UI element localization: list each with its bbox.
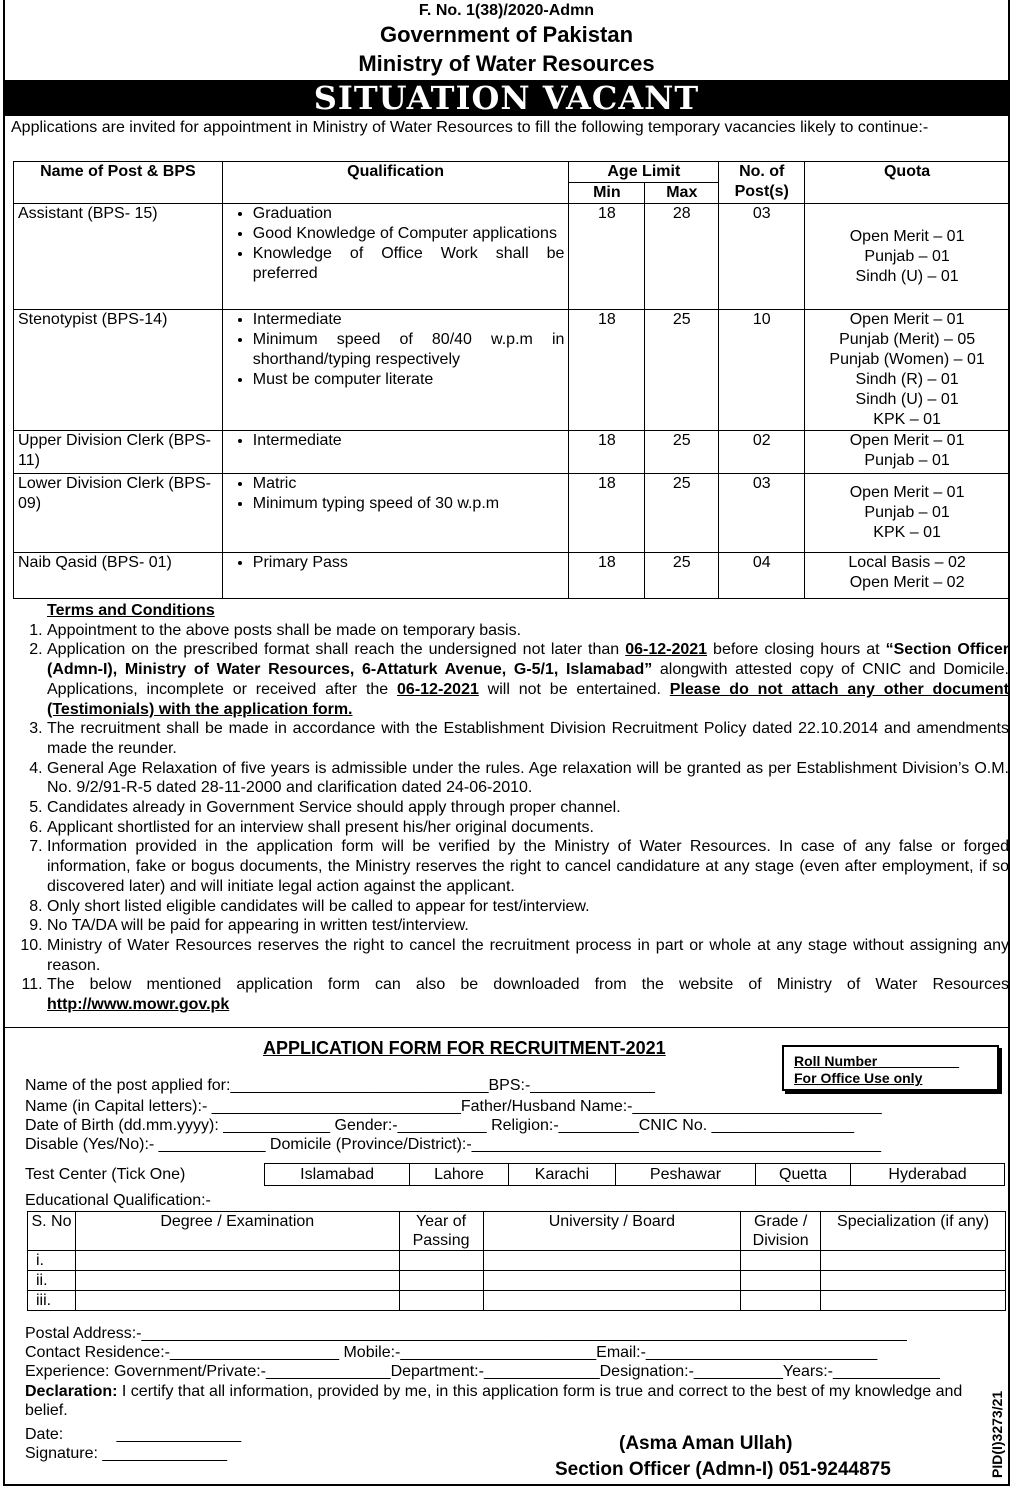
- age-min: 18: [569, 474, 645, 553]
- term-item: 1. Appointment to the above posts shall be made on temporary basis.: [47, 621, 1009, 641]
- office-use-label: For Office Use only: [794, 1070, 923, 1086]
- term-item: 4. General Age Relaxation of five years is admissible under the rules. Age relaxation will be granted as per Establishment Division’s O.M. No. 9/2/91-R-5 dated 28-11-2000 and clarification dated 24-06-2010.: [47, 759, 1009, 798]
- quota-item: Punjab (Merit) – 05: [839, 331, 976, 348]
- qualification-item: • Good Knowledge of Computer applications: [253, 224, 565, 244]
- post-name: Stenotypist (BPS-14): [14, 310, 223, 431]
- quota-cell: [805, 431, 1010, 474]
- table-row: [14, 204, 1010, 310]
- specialization-input[interactable]: [821, 1291, 1006, 1311]
- terms-list: [11, 621, 1009, 1015]
- header-max: Max: [645, 183, 719, 204]
- term-text: before closing hours at: [707, 641, 886, 659]
- test-center-label: Test Center (Tick One): [25, 1166, 186, 1183]
- specialization-input[interactable]: [821, 1271, 1006, 1291]
- term-item: 5. Candidates already in Government Service should apply through proper channel.: [47, 798, 1009, 818]
- table-row: [28, 1251, 1006, 1271]
- age-min: 18: [569, 204, 645, 310]
- term-text: alongwith attested copy of CNIC and Domicile. Applications, incomplete or received after the: [47, 661, 1010, 698]
- terms-section: [11, 601, 1009, 1015]
- header-year: Year of Passing: [399, 1212, 483, 1251]
- pid-number: PID(I)3273/21: [989, 1390, 1005, 1478]
- year-input[interactable]: [399, 1291, 483, 1311]
- university-input[interactable]: [483, 1291, 741, 1311]
- row-number: i.: [28, 1251, 76, 1271]
- term-item: 7. Information provided in the application form will be verified by the Ministry of Water Resources. In case of any false or forged information, fake or bogus documents, the Ministry reserves the right to cancel candidature at any stage (even after employment, if so discovered later) and will initiate legal action against the applicant.: [47, 837, 1009, 896]
- table-row: [14, 553, 1010, 599]
- quota-cell: [805, 310, 1010, 431]
- age-min: 18: [569, 310, 645, 431]
- qualification-cell: [222, 474, 569, 553]
- closing-date: 06-12-2021: [625, 641, 708, 659]
- quota-item: Punjab – 01: [864, 504, 950, 521]
- website-link[interactable]: http://www.mowr.gov.pk: [47, 996, 230, 1014]
- post-name: Assistant (BPS- 15): [14, 204, 223, 310]
- quota-item: Punjab – 01: [864, 452, 950, 469]
- degree-input[interactable]: [75, 1251, 399, 1271]
- grade-input[interactable]: [741, 1271, 821, 1291]
- post-name: Upper Division Clerk (BPS- 11): [14, 431, 223, 474]
- attachment-warning: Please do not attach any other document (Testimonials) with the application form.: [47, 680, 1009, 718]
- age-max: 28: [645, 204, 719, 310]
- term-item: [47, 640, 1009, 719]
- date-field[interactable]: Date: ______________: [25, 1426, 242, 1443]
- qualification-item: • Graduation: [253, 204, 565, 224]
- declaration: [25, 1382, 985, 1420]
- year-input[interactable]: [399, 1251, 483, 1271]
- qualification-cell: [222, 204, 569, 310]
- table-row: [28, 1291, 1006, 1311]
- situation-vacant-banner: SITUATION VACANT: [5, 80, 1008, 116]
- header-specialization: Specialization (if any): [821, 1212, 1006, 1251]
- post-count: 03: [719, 474, 805, 553]
- age-max: 25: [645, 553, 719, 599]
- table-row: [14, 310, 1010, 431]
- qualification-item: • Matric: [253, 474, 565, 494]
- test-center-option[interactable]: Karachi: [508, 1164, 615, 1186]
- post-count: 04: [719, 553, 805, 599]
- vacancy-header-row: [14, 162, 1010, 183]
- test-center-table: [264, 1163, 1005, 1186]
- age-min: 18: [569, 553, 645, 599]
- term-text: The below mentioned application form can also be downloaded from the website of Ministry of Water Resources: [47, 976, 1009, 994]
- test-center-option[interactable]: Peshawar: [616, 1164, 756, 1186]
- qualification-item: • Intermediate: [253, 310, 565, 330]
- contact-field[interactable]: Contact Residence:-___________________ Mobile:-______________________Email:-__________________________: [25, 1344, 878, 1361]
- test-center-option[interactable]: Hyderabad: [851, 1164, 1005, 1186]
- government-title: Government of Pakistan: [379, 22, 634, 47]
- qualification-item: • Minimum speed of 80/40 w.p.m in shorthand/typing respectively: [253, 330, 565, 370]
- post-name: Naib Qasid (BPS- 01): [14, 553, 223, 599]
- qualification-item: • Minimum typing speed of 30 w.p.m: [253, 494, 565, 514]
- name-field[interactable]: Name (in Capital letters):- ____________________________Father/Husband Name:-____________________________: [25, 1098, 882, 1115]
- year-input[interactable]: [399, 1271, 483, 1291]
- quota-item: KPK – 01: [873, 411, 941, 428]
- term-item: [47, 975, 1009, 1014]
- experience-field[interactable]: Experience: Government/Private:-______________Department:-_____________Designation:-__________Years:-____________: [25, 1363, 940, 1380]
- declaration-label: Declaration:: [25, 1383, 118, 1400]
- qualification-cell: [222, 553, 569, 599]
- quota-item: Open Merit – 01: [849, 484, 965, 501]
- term-item: 10. Ministry of Water Resources reserves the right to cancel the recruitment process in part or whole at any stage without assigning any reason.: [47, 936, 1009, 975]
- degree-input[interactable]: [75, 1291, 399, 1311]
- table-row: [14, 474, 1010, 553]
- row-number: iii.: [28, 1291, 76, 1311]
- advertisement-page: [3, 0, 1010, 1486]
- term-item: 9. No TA/DA will be paid for appearing in written test/interview.: [47, 916, 1009, 936]
- header-degree: Degree / Examination: [75, 1212, 399, 1251]
- postal-address-field[interactable]: Postal Address:-______________________________________________________________________________________: [25, 1325, 907, 1342]
- header-age-limit: Age Limit: [569, 162, 719, 183]
- header-qualification: Qualification: [222, 162, 569, 204]
- qualification-item: • Primary Pass: [253, 553, 565, 573]
- table-row: [14, 431, 1010, 474]
- dob-field[interactable]: Date of Birth (dd.mm.yyyy): ____________ Gender:-__________ Religion:-_________CNIC No. ________________: [25, 1117, 855, 1134]
- quota-item: Sindh (U) – 01: [855, 391, 959, 408]
- quota-item: Sindh (R) – 01: [855, 371, 959, 388]
- term-item: 3. The recruitment shall be made in accordance with the Establishment Division Recruitment Policy dated 22.10.2014 and amendments made the reunder.: [47, 719, 1009, 758]
- specialization-input[interactable]: [821, 1251, 1006, 1271]
- quota-item: KPK – 01: [873, 524, 941, 541]
- header-post: Name of Post & BPS: [14, 162, 223, 204]
- qualification-item: • Knowledge of Office Work shall be preferred: [253, 244, 565, 284]
- submission-address: “Section Officer (Admn-I), Ministry of Water Resources, 6-Attaturk Avenue, G-5/1, Islamabad”: [47, 641, 1009, 679]
- quota-item: Open Merit – 02: [849, 574, 965, 591]
- quota-cell: [805, 474, 1010, 553]
- quota-item: Punjab (Women) – 01: [829, 351, 985, 368]
- roll-number-box: [782, 1045, 999, 1091]
- term-text: Application on the prescribed format shall reach the undersigned not later than: [47, 641, 626, 659]
- declaration-text: I certify that all information, provided by me, in this application form is true and correct to the best of my knowledge and belief.: [25, 1383, 963, 1419]
- intro-text: Applications are invited for appointment in Ministry of Water Resources to fill the following temporary vacancies likely to continue:-: [11, 119, 929, 136]
- post-count: 10: [719, 310, 805, 431]
- terms-title: Terms and Conditions: [47, 602, 215, 619]
- age-min: 18: [569, 431, 645, 474]
- header-quota: Quota: [805, 162, 1010, 204]
- row-number: ii.: [28, 1271, 76, 1291]
- degree-input[interactable]: [75, 1271, 399, 1291]
- header-grade: Grade / Division: [741, 1212, 821, 1251]
- education-label: Educational Qualification:-: [25, 1192, 211, 1209]
- qualification-cell: [222, 431, 569, 474]
- qualification-item: • Intermediate: [253, 431, 565, 451]
- header-sno: S. No: [28, 1212, 76, 1251]
- university-input[interactable]: [483, 1251, 741, 1271]
- section-divider: [5, 1027, 1008, 1028]
- age-max: 25: [645, 431, 719, 474]
- post-count: 03: [719, 204, 805, 310]
- quota-cell: [805, 204, 1010, 310]
- quota-item: Punjab – 01: [864, 247, 950, 265]
- term-text: will not be entertained.: [478, 680, 670, 698]
- ministry-title: Ministry of Water Resources: [358, 51, 655, 76]
- age-max: 25: [645, 474, 719, 553]
- qualification-cell: [222, 310, 569, 431]
- post-count: 02: [719, 431, 805, 474]
- signature-field[interactable]: Signature: ______________: [25, 1445, 227, 1462]
- roll-number-label: Roll Number __________: [794, 1053, 959, 1069]
- age-max: 25: [645, 310, 719, 431]
- post-applied-field[interactable]: Name of the post applied for:_____________________________BPS:-______________: [25, 1077, 655, 1094]
- header-university: University / Board: [483, 1212, 741, 1251]
- term-item: 8. Only short listed eligible candidates will be called to appear for test/interview.: [47, 897, 1009, 917]
- domicile-field[interactable]: Disable (Yes/No):- ____________ Domicile (Province/District):-______________________________________________: [25, 1136, 882, 1153]
- post-name: Lower Division Clerk (BPS-09): [14, 474, 223, 553]
- quota-item: Local Basis – 02: [848, 554, 966, 571]
- application-form-title: APPLICATION FORM FOR RECRUITMENT-2021: [263, 1038, 666, 1058]
- grade-input[interactable]: [741, 1291, 821, 1311]
- university-input[interactable]: [483, 1271, 741, 1291]
- header-min: Min: [569, 183, 645, 204]
- term-item: 6. Applicant shortlisted for an interview shall present his/her original documents.: [47, 818, 1009, 838]
- quota-item: Sindh (U) – 01: [855, 267, 959, 285]
- quota-item: Open Merit – 01: [849, 311, 965, 328]
- signatory-name: (Asma Aman Ullah): [619, 1433, 793, 1454]
- test-center-option[interactable]: Lahore: [410, 1164, 509, 1186]
- file-number: F. No. 1(38)/2020-Admn: [418, 2, 595, 19]
- quota-item: Open Merit – 01: [849, 227, 965, 245]
- closing-date: 06-12-2021: [397, 680, 479, 698]
- header-posts: No. of Post(s): [719, 162, 805, 204]
- education-table: [27, 1211, 1006, 1311]
- education-header-row: [28, 1212, 1006, 1251]
- grade-input[interactable]: [741, 1251, 821, 1271]
- quota-item: Open Merit – 01: [849, 432, 965, 449]
- signatory-title: Section Officer (Admn-I) 051-9244875: [555, 1459, 891, 1480]
- vacancy-table: [13, 161, 1010, 599]
- test-center-option[interactable]: Islamabad: [265, 1164, 410, 1186]
- table-row: [28, 1271, 1006, 1291]
- qualification-item: • Must be computer literate: [253, 370, 565, 390]
- quota-cell: [805, 553, 1010, 599]
- test-center-option[interactable]: Quetta: [756, 1164, 851, 1186]
